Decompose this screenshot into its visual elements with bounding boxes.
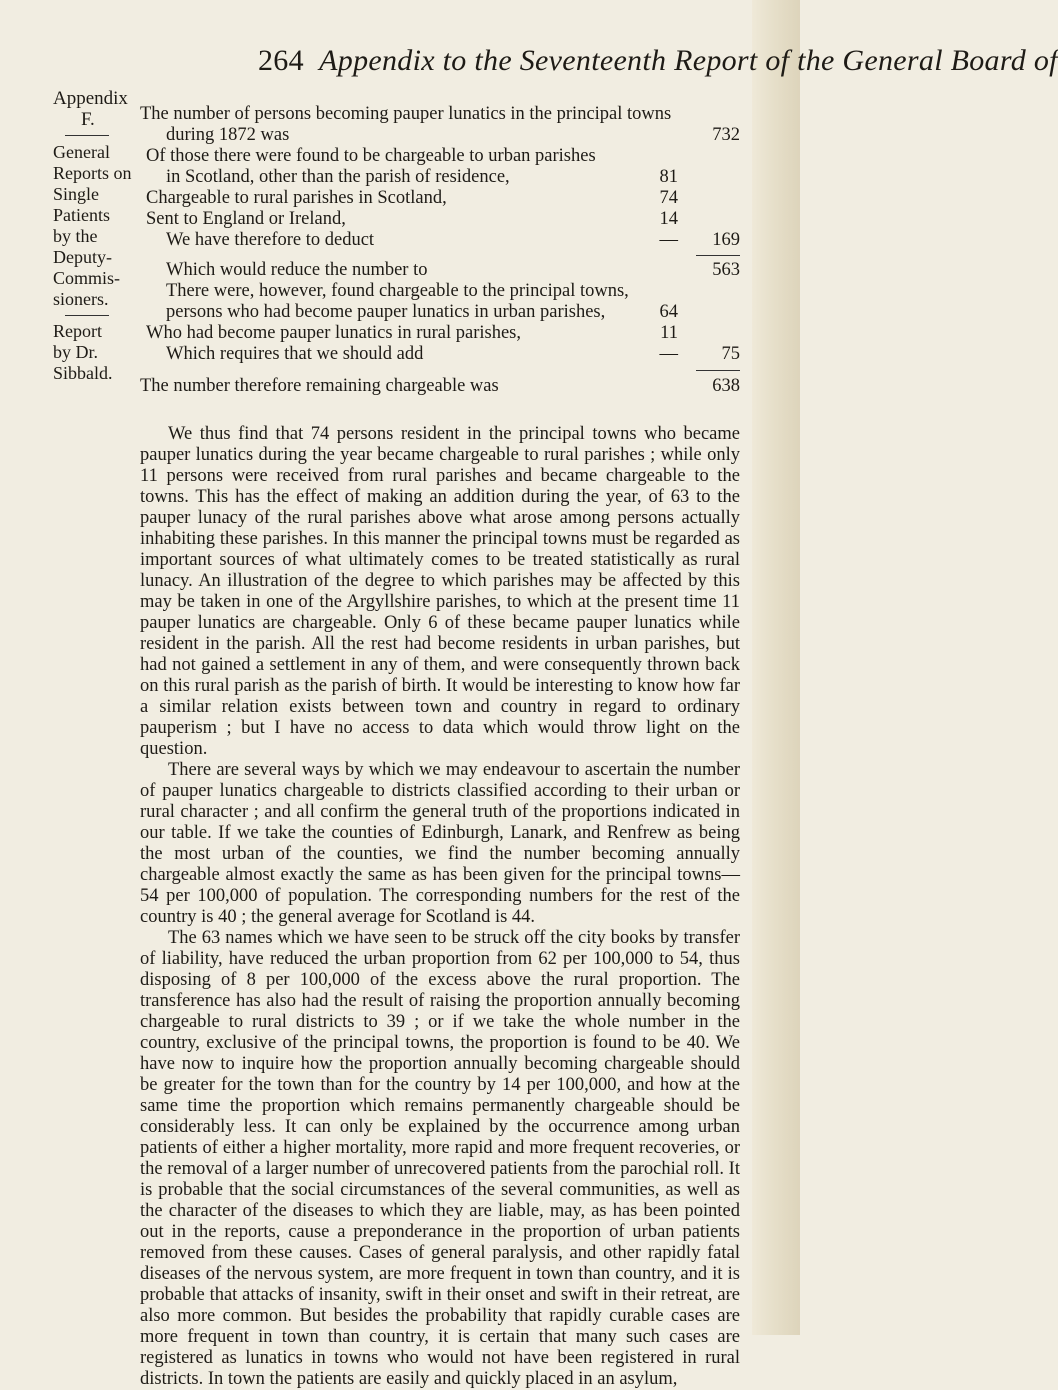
row-total: 638 [712,376,740,396]
row-value: 64 [659,302,678,322]
sum-rule [696,370,740,371]
row-total: 75 [721,344,740,364]
row-total: 169 [712,230,740,250]
row-label: during 1872 was [166,125,290,145]
row-dash: — [659,344,678,364]
margin-note-line: General [53,142,110,162]
row-label: Chargeable to rural parishes in Scotland, [146,188,447,208]
body-text [140,424,740,1390]
row-label: Who had become pauper lunatics in rural parishes, [146,323,522,343]
row-value: 81 [659,167,678,187]
page-header [258,44,1058,78]
margin-appendix-letter: F. [81,109,95,130]
row-label: persons who had become pauper lunatics in urban parishes, [166,302,606,322]
margin-note-line: Single [53,184,100,204]
table-rule-row [140,251,740,260]
row-label: There were, however, found chargeable to the principal towns, [166,281,629,301]
margin-rule [65,135,109,136]
row-label: The number therefore remaining chargeable was [140,376,499,396]
margin-appendix [53,88,133,141]
row-dash: — [659,230,678,250]
row-label: We have therefore to deduct [166,230,375,250]
margin-notes [53,142,133,384]
row-label: Which requires that we should add [166,344,424,364]
row-value: 14 [659,209,678,229]
row-total: 732 [712,125,740,145]
row-value: 74 [659,188,678,208]
sum-rule [696,255,740,256]
row-label: Of those there were found to be chargeable to urban parishes [146,146,596,166]
row-label: Sent to England or Ireland, [146,209,346,229]
page-number: 264 [258,44,304,77]
table-row [140,323,740,344]
row-value: 11 [660,323,678,343]
row-total: 563 [712,260,740,280]
table-row [140,209,740,230]
table-row [140,188,740,209]
paragraph: There are several ways by which we may endeavour to ascertain the number of pauper lunatics chargeable to districts classified according to their urban or rural character ; and all confirm the general truth of the proportions indicated in our table. If we take the counties of Edinburgh, Lanark, and Renfrew as being the most urban of the counties, we find the number becoming annually chargeable almost exactly the same as has been given for the principal towns—54 per 100,000 of population. The corresponding numbers for the rest of the country is 40 ; the general average for Scotland is 44. [140,760,740,927]
margin-report-line: Report [53,321,102,341]
margin-note-line: Reports on [53,163,132,183]
table-row [140,302,740,323]
paragraph: The 63 names which we have seen to be struck off the city books by transfer of liability, have reduced the urban proportion from 62 per 100,000 to 54, thus disposing of 8 per 100,000 of the excess above the rural proportion. The transference has also had the result of raising the proportion annually becoming chargeable to rural districts to 39 ; or if we take the whole number in the country, exclusive of the principal towns, the proportion is found to be 40. We have now to inquire how the proportion annually becoming chargeable should be greater for the town than for the country by 14 per 100,000, and how at the same time the proportion which remains permanently chargeable should be considerably less. It can only be explained by the occurrence among urban patients of either a higher mortality, more rapid and more frequent recoveries, or the removal of a larger number of unrecovered patients from the parochial roll. It is probable that the social circumstances of the several communities, as well as the character of the diseases to which they are liable, may, as has been pointed out in the reports, cause a preponderance in the proportion of urban patients removed from these causes. Cases of general paralysis, and other rapidly fatal diseases of the nervous system, are more frequent in town than country, and it is probable that attacks of insanity, swift in their onset and swift in their retreat, are also more common. But besides the probability that rapidly curable cases are more frequent in town than country, it is certain that many such cases are registered as lunatics in towns who would not have been registered in rural districts. In town the patients are easily and quickly placed in an asylum, [140,928,740,1389]
table-row [140,230,740,251]
row-label: Which would reduce the number to [166,260,428,280]
table-row [140,104,740,125]
table-row [140,281,740,302]
table-rule-row [140,365,740,376]
table-row [140,344,740,365]
margin-note-line: by the [53,226,98,246]
margin-note-line: Commis- [53,268,121,288]
table-row [140,376,740,397]
paragraph: We thus find that 74 persons resident in the principal towns who became pauper lunatics during the year became chargeable to rural parishes ; while only 11 persons were received from rural parishes and became chargeable to the towns. This has the effect of making an addition during the year, of 63 to the pauper lunacy of the rural parishes above what arose among persons actually inhabiting these parishes. In this manner the principal towns must be regarded as important sources of what ultimately comes to be treated statistically as rural lunacy. An illustration of the degree to which parishes may be affected by this may be taken in one of the Argyllshire parishes, to which at the present time 11 pauper lunatics are chargeable. Only 6 of these became pauper lunatics while resident in the parish. All the rest had become residents in urban parishes, but had not gained a settlement in any of them, and were consequently thrown back on this rural parish as the parish of birth. It would be interesting to know how far a similar relation exists between town and country in regard to ordinary pauperism ; but I have no access to data which would throw light on the question. [140,424,740,759]
statistics-table [140,104,740,397]
row-label: The number of persons becoming pauper lunatics in the principal towns [140,104,672,124]
margin-note-line: sioners. [53,289,109,309]
margin-appendix-label: Appendix [53,88,128,109]
table-row [140,146,740,167]
table-row [140,167,740,188]
margin-report-line: by Dr. [53,342,98,362]
margin-report-line: Sibbald. [53,363,113,383]
margin-note-line: Deputy- [53,247,112,267]
margin-rule [65,315,109,316]
running-title: Appendix to the Seventeenth Report of the General Board of [319,44,1058,77]
page-edge [752,0,800,1335]
table-row [140,260,740,281]
row-label: in Scotland, other than the parish of residence, [166,167,510,187]
margin-note-line: Patients [53,205,110,225]
table-row [140,125,740,146]
